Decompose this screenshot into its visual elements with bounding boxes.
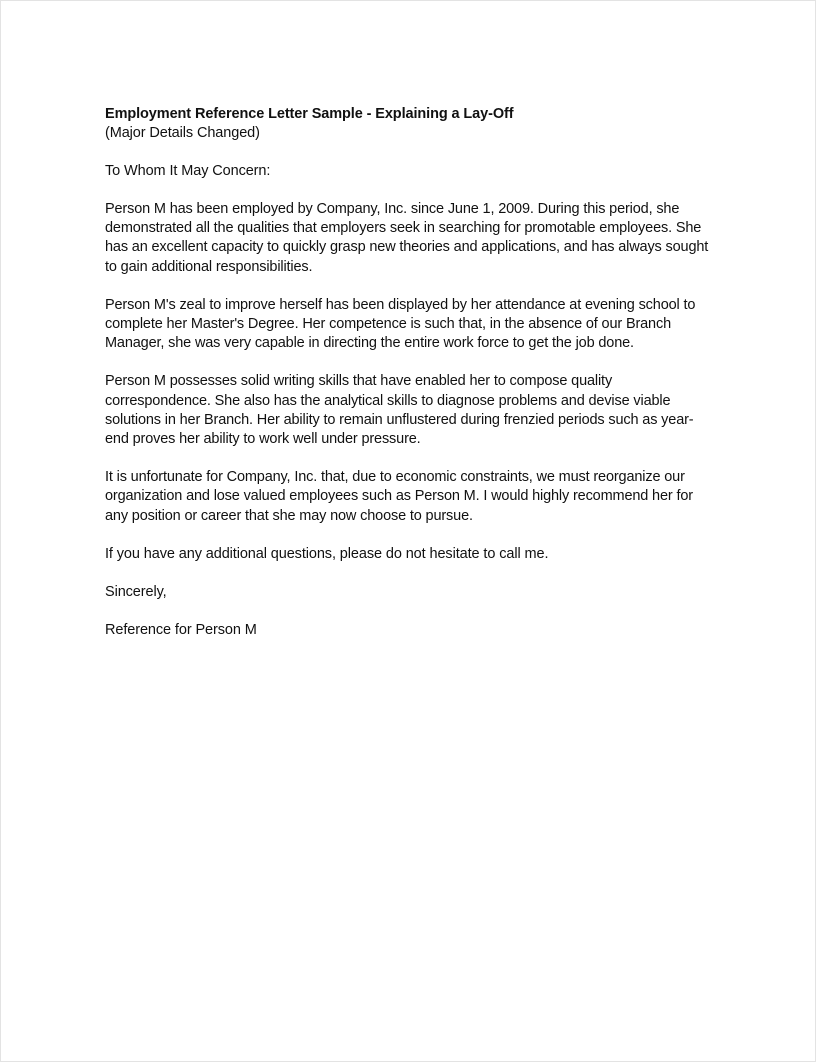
letter-paragraph-1: Person M has been employed by Company, Inc. since June 1, 2009. During this period, she demonstrated all the qualities that employers seek in searching for promotable employees. She has an excellent capacity to quickly grasp new theories and applications, and has always sought to gain additional responsibilities. (105, 201, 709, 275)
letter-subtitle: (Major Details Changed) (105, 125, 260, 141)
letter-signoff: Sincerely, (105, 583, 167, 600)
letter-paragraph-2: Person M's zeal to improve herself has been displayed by her attendance at evening school to complete her Master's Degree. Her competence is such that, in the absence of our Branch Manager, she was very capable in directing the entire work force to get the job done. (105, 296, 696, 352)
letter-paragraph-3: Person M possesses solid writing skills that have enabled her to compose quality correspondence. She also has the analytical skills to diagnose problems and devise viable solutions in her Branch. Her ability to remain unflustered during frenzied periods such as year-end proves her ability to work well under pressure. (105, 373, 694, 448)
letter-title: Employment Reference Letter Sample - Explaining a Lay-Off (105, 106, 514, 122)
letter-closing-line: If you have any additional questions, please do not hesitate to call me. (105, 545, 549, 562)
letter-signature-line: Reference for Person M (105, 621, 257, 638)
reference-letter-body (105, 105, 709, 640)
letter-paragraph-4: It is unfortunate for Company, Inc. that, due to economic constraints, we must reorganize our organization and lose valued employees such as Person M. I would highly recommend her for any position or career that she may now choose to pursue. (105, 469, 693, 524)
letter-salutation: To Whom It May Concern: (105, 163, 271, 179)
